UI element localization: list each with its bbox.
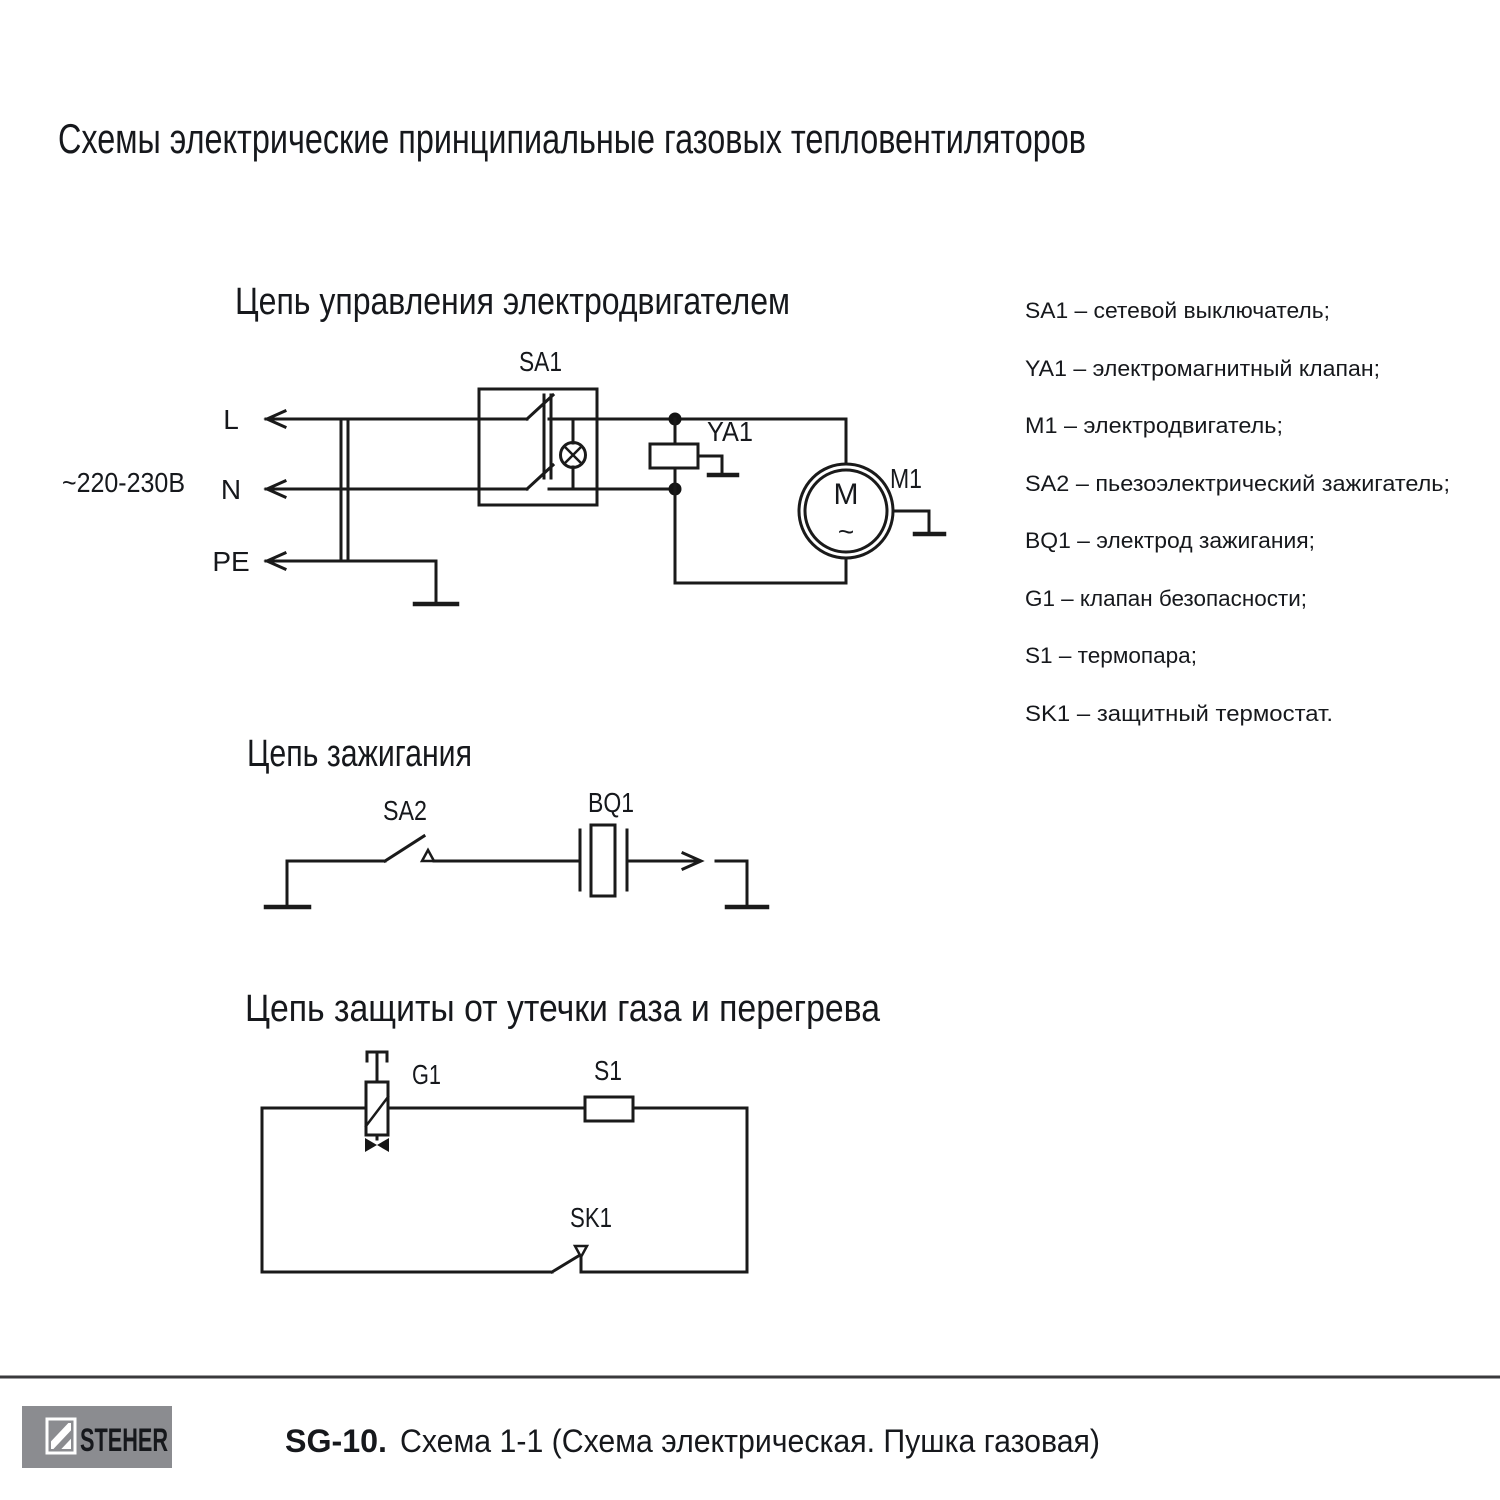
schematic-caption: Схема 1-1 (Схема электрическая. Пушка газовая) <box>400 1423 1100 1459</box>
motor-wave: ~ <box>837 516 855 547</box>
ignition-circuit <box>247 733 767 907</box>
motor-control-circuit <box>62 281 944 604</box>
g1-label: G1 <box>412 1059 441 1090</box>
m1-label: M1 <box>890 463 922 494</box>
wire-left-terminal <box>287 861 385 907</box>
legend-item-m1: M1 – электродвигатель; <box>1025 413 1283 438</box>
ya1-label: YA1 <box>707 416 753 447</box>
circuit2-title: Цепь зажигания <box>247 733 472 775</box>
g1-valve-body <box>366 1082 388 1135</box>
model-label: SG-10. <box>285 1423 387 1459</box>
sk1-label: SK1 <box>570 1202 612 1233</box>
circuit1-title: Цепь управления электродвигателем <box>235 281 790 323</box>
wire-bottom-branch <box>675 489 846 583</box>
g1-diagonal <box>366 1097 388 1126</box>
wire-right-terminal <box>716 861 747 907</box>
g1-valve-bowtie-right <box>377 1138 389 1152</box>
g1-top-actuator <box>367 1052 387 1082</box>
brand-name: STEHER <box>80 1422 168 1458</box>
switch-blade-bottom <box>527 465 553 489</box>
bq1-label: BQ1 <box>588 787 634 818</box>
sk1-switch-blade <box>552 1255 580 1272</box>
ya1-ground-lead <box>698 456 722 475</box>
motor-ground-lead <box>893 511 929 534</box>
lamp-cross <box>564 446 581 463</box>
protection-circuit <box>245 988 881 1272</box>
legend-item-sa1: SA1 – сетевой выключатель; <box>1025 298 1330 323</box>
sa1-label: SA1 <box>519 346 562 377</box>
legend-item-ya1: YA1 – электромагнитный клапан; <box>1025 356 1380 381</box>
terminal-l-label: L <box>223 404 239 435</box>
terminal-pe-label: PE <box>212 546 250 577</box>
switch-linkage <box>544 395 551 478</box>
sa2-label: SA2 <box>383 795 427 826</box>
s1-thermocouple-body <box>585 1097 633 1121</box>
circuit3-title: Цепь защиты от утечки газа и перегрева <box>245 988 881 1030</box>
g1-valve-bowtie-left <box>365 1138 377 1152</box>
sa2-contact-triangle <box>422 850 434 861</box>
bq1-electrode-body <box>591 825 615 896</box>
legend-item-sa2: SA2 – пьезоэлектрический зажигатель; <box>1025 471 1450 496</box>
legend <box>1025 298 1450 726</box>
s1-label: S1 <box>594 1055 622 1086</box>
ya1-coil <box>650 444 698 468</box>
legend-item-bq1: BQ1 – электрод зажигания; <box>1025 528 1315 553</box>
switch-blade-top <box>527 395 553 419</box>
footer <box>0 1377 1500 1468</box>
wire-line-pe <box>266 561 436 604</box>
main-title: Схемы электрические принципиальные газовых тепловентиляторов <box>58 115 1086 162</box>
loop-right-bottom <box>581 1108 747 1272</box>
motor-letter: M <box>833 478 859 511</box>
legend-item-s1: S1 – термопара; <box>1025 643 1197 668</box>
sa2-switch-blade <box>385 836 424 861</box>
terminal-n-label: N <box>220 474 242 505</box>
legend-item-sk1: SK1 – защитный термостат. <box>1025 701 1333 726</box>
loop-left-bottom <box>262 1108 552 1272</box>
supply-voltage-label: ~220-230В <box>62 467 185 498</box>
legend-item-g1: G1 – клапан безопасности; <box>1025 586 1307 611</box>
